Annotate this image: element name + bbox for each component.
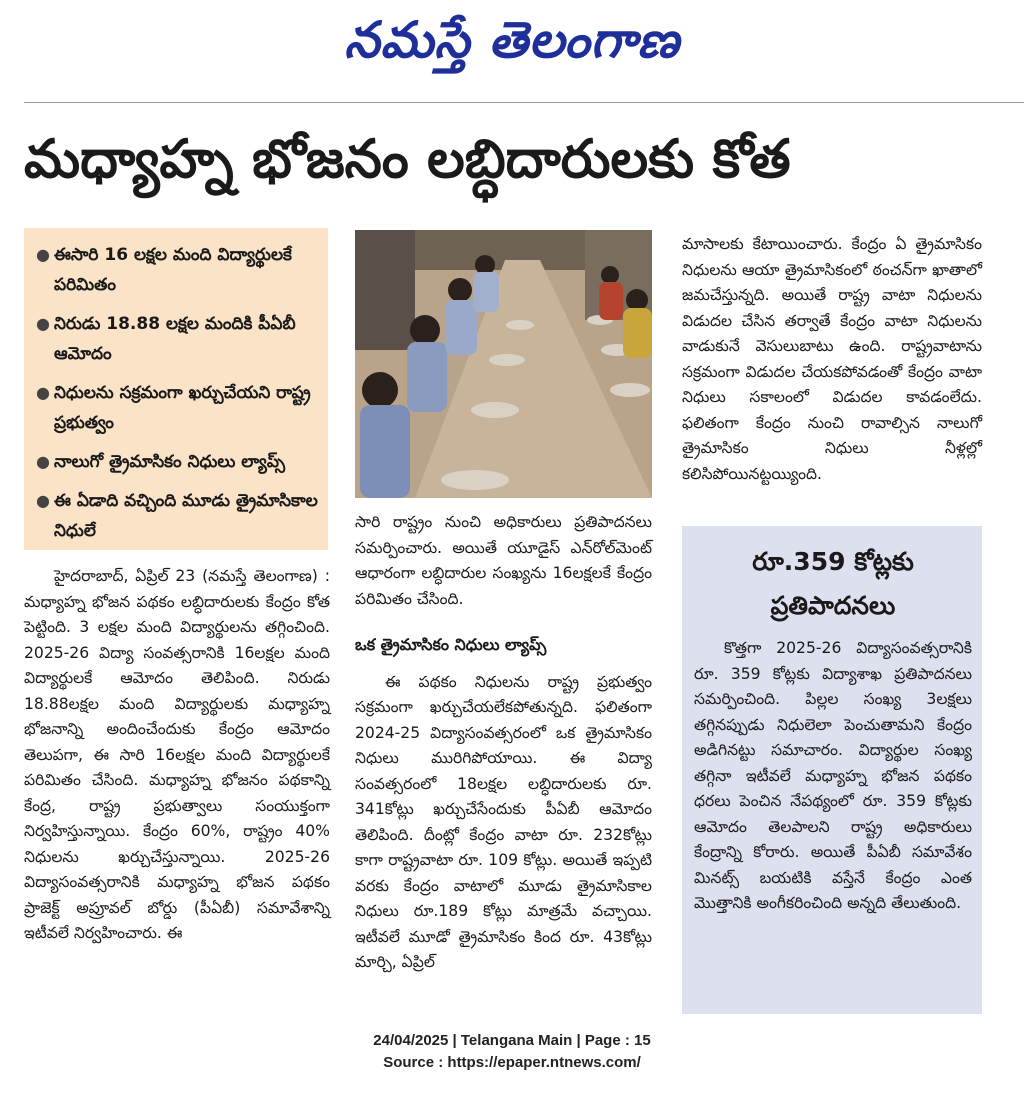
bullet-icon: ● [36,314,50,333]
article-paragraph: ఈ పథకం నిధులను రాష్ట్ర ప్రభుత్వం సక్రమంగా ఖర్చుచేయలేకపోతున్నది. ఫలితంగా 2024-25 విద్యాసంవత్సరంలో ఒక త్రైమాసికం నిధులు మురిగిపోయాయి. ఈ విద్యా సంవత్సరంలో 18లక్షల లబ్ధిదారులకు రూ. 341కోట్లు ఖర్చుచేసేందుకు పీఏబీ ఆమోదం తెలిపింది. దీంట్లో కేంద్రం వాటా రూ. 232కోట్లు కాగా రాష్ట్రవాటా రూ. 109 కోట్లు. అయితే ఇప్పటి వరకు కేంద్రం వాటాలో మూడు త్రైమాసికాల నిధులు రూ.189 కోట్లు మాత్రమే వచ్చాయి. ఇటీవలే మూడో త్రైమాసికం కింద రూ. 43కోట్లు మార్చి, ఏప్రిల్ [355,672,652,971]
headline: మధ్యాహ్న భోజనం లబ్ధిదారులకు కోత [24,129,791,190]
highlights-box [24,228,328,550]
students-eating-illustration [355,230,652,498]
article-photo [355,230,652,498]
highlight-item [36,447,322,477]
highlight-item [36,378,322,438]
bullet-icon: ● [36,491,50,510]
footer-date-page: 24/04/2025 | Telangana Main | Page : 15 [373,1032,651,1049]
article-column-1 [24,564,330,947]
highlight-text: నిధులను సక్రమంగా ఖర్చుచేయని రాష్ట్ర ప్రభుత్వం [54,383,311,433]
masthead-logo [0,0,1024,80]
section-subhead: ఒక త్రైమాసికం నిధులు ల్యాప్స్ [355,635,547,654]
bullet-icon: ● [36,452,50,471]
highlight-item [36,240,322,300]
masthead-divider [24,102,1024,103]
footer-source-link[interactable]: Source : https://epaper.ntnews.com/ [383,1054,641,1071]
highlight-item [36,309,322,369]
highlight-text: ఈ ఏడాది వచ్చింది మూడు త్రైమాసికాల నిధులే [54,491,318,541]
highlight-text: ఈసారి 16 లక్షల మంది విద్యార్థులకే పరిమితం [54,245,292,295]
bullet-icon: ● [36,383,50,402]
sidebar-title: రూ.359 కోట్లకు ప్రతిపాదనలు [752,547,914,620]
highlight-text: నిరుడు 18.88 లక్షల మందికి పీఏబీ ఆమోదం [54,314,296,364]
bullet-icon: ● [36,245,50,264]
sidebar-box [682,526,982,1014]
sidebar-paragraph: కొత్తగా 2025-26 విద్యాసంవత్సరానికి రూ. 359 కోట్లకు విద్యాశాఖ ప్రతిపాదనలు సమర్పించింది. పిల్లల సంఖ్య 3లక్షలు తగ్గినప్పుడు నిధులెలా పెంచుతామని కేంద్రం అడిగినట్టు సమాచారం. విద్యార్థుల సంఖ్య తగ్గినా ఇటీవలే మధ్యాహ్న భోజన పథకం ధరలు పెంచిన నేపథ్యంలో రూ. 359 కోట్లకు ఆమోదం తెలపాలని రాష్ట్ర అధికారులు కేంద్రాన్ని కోరారు. అయితే పీఏబీ సమావేశం మినట్స్ బయటికి వస్తేనే కేంద్రం ఎంత మొత్తానికి అంగీకరించింది అన్నది తేలుతుంది. [694,639,972,912]
footer [0,1030,1024,1074]
article-paragraph: మాసాలకు కేటాయించారు. కేంద్రం ఏ త్రైమాసికం నిధులను ఆయా త్రైమాసికంలో ఠంచన్‌గా ఖాతాలో జమచేస్తున్నది. అయితే రాష్ట్ర వాటా నిధులను విడుదల చేసిన తర్వాతే కేంద్రం వాటా నిధులను వాడుకునే వెసులుబాటు ఉంది. రాష్ట్రవాటాను సక్రమంగా విడుదల చేయకపోవడంతో కేంద్రం వాటా నిధులు సకాలంలో విడుదల కావడంలేదు. ఫలితంగా కేంద్రం నుంచి రావాల్సిన నాలుగో త్రైమాసికం నిధులు నీళ్లల్లో కలిసిపోయినట్టయ్యింది. [682,235,982,483]
article-paragraph: సారి రాష్ట్రం నుంచి అధికారులు ప్రతిపాదనలు సమర్పించారు. అయితే యూడైస్ ఎన్‌రోల్‌మెంట్ ఆధారంగా లబ్ధిదారుల సంఖ్యను 16లక్షలకే కేంద్రం పరిమితం చేసింది. [355,513,652,608]
article-paragraph: హైదరాబాద్, ఏప్రిల్ 23 (నమస్తే తెలంగాణ) : మధ్యాహ్న భోజన పథకం లబ్ధిదారులకు కేంద్రం కోత పెట్టింది. 3 లక్షల మంది విద్యార్థులను తగ్గించింది. 2025-26 విద్యా సంవత్సరానికి 16లక్షల మంది విద్యార్థులకే ఆమోదం తెలిపింది. నిరుడు 18.88లక్షల మంది విద్యార్థులకు మధ్యాహ్న భోజనాన్ని అందించేందుకు కేంద్రం ఆమోదం తెలుపగా, ఈ సారి 16లక్షల మంది విద్యార్థులకే పరిమితం చేసింది. మధ్యాహ్న భోజనం పథకాన్ని కేంద్ర, రాష్ట్ర ప్రభుత్వాలు సంయుక్తంగా నిర్వహిస్తున్నాయి. కేంద్రం 60%, రాష్ట్రం 40% నిధులను ఖర్చుచేస్తున్నాయి. 2025-26 విద్యాసంవత్సరానికి మధ్యాహ్న భోజన పథకం ప్రాజెక్ట్ అప్రూవల్ బోర్డు (పీఏబీ) సమావేశాన్ని ఇటీవలే నిర్వహించారు. ఈ [24,567,330,942]
article-column-3 [682,232,982,487]
masthead-title: నమస్తే తెలంగాణ [344,11,680,69]
highlight-text: నాలుగో త్రైమాసికం నిధులు ల్యాప్స్ [54,452,286,472]
highlight-item [36,486,322,546]
article-column-2 [355,510,652,976]
